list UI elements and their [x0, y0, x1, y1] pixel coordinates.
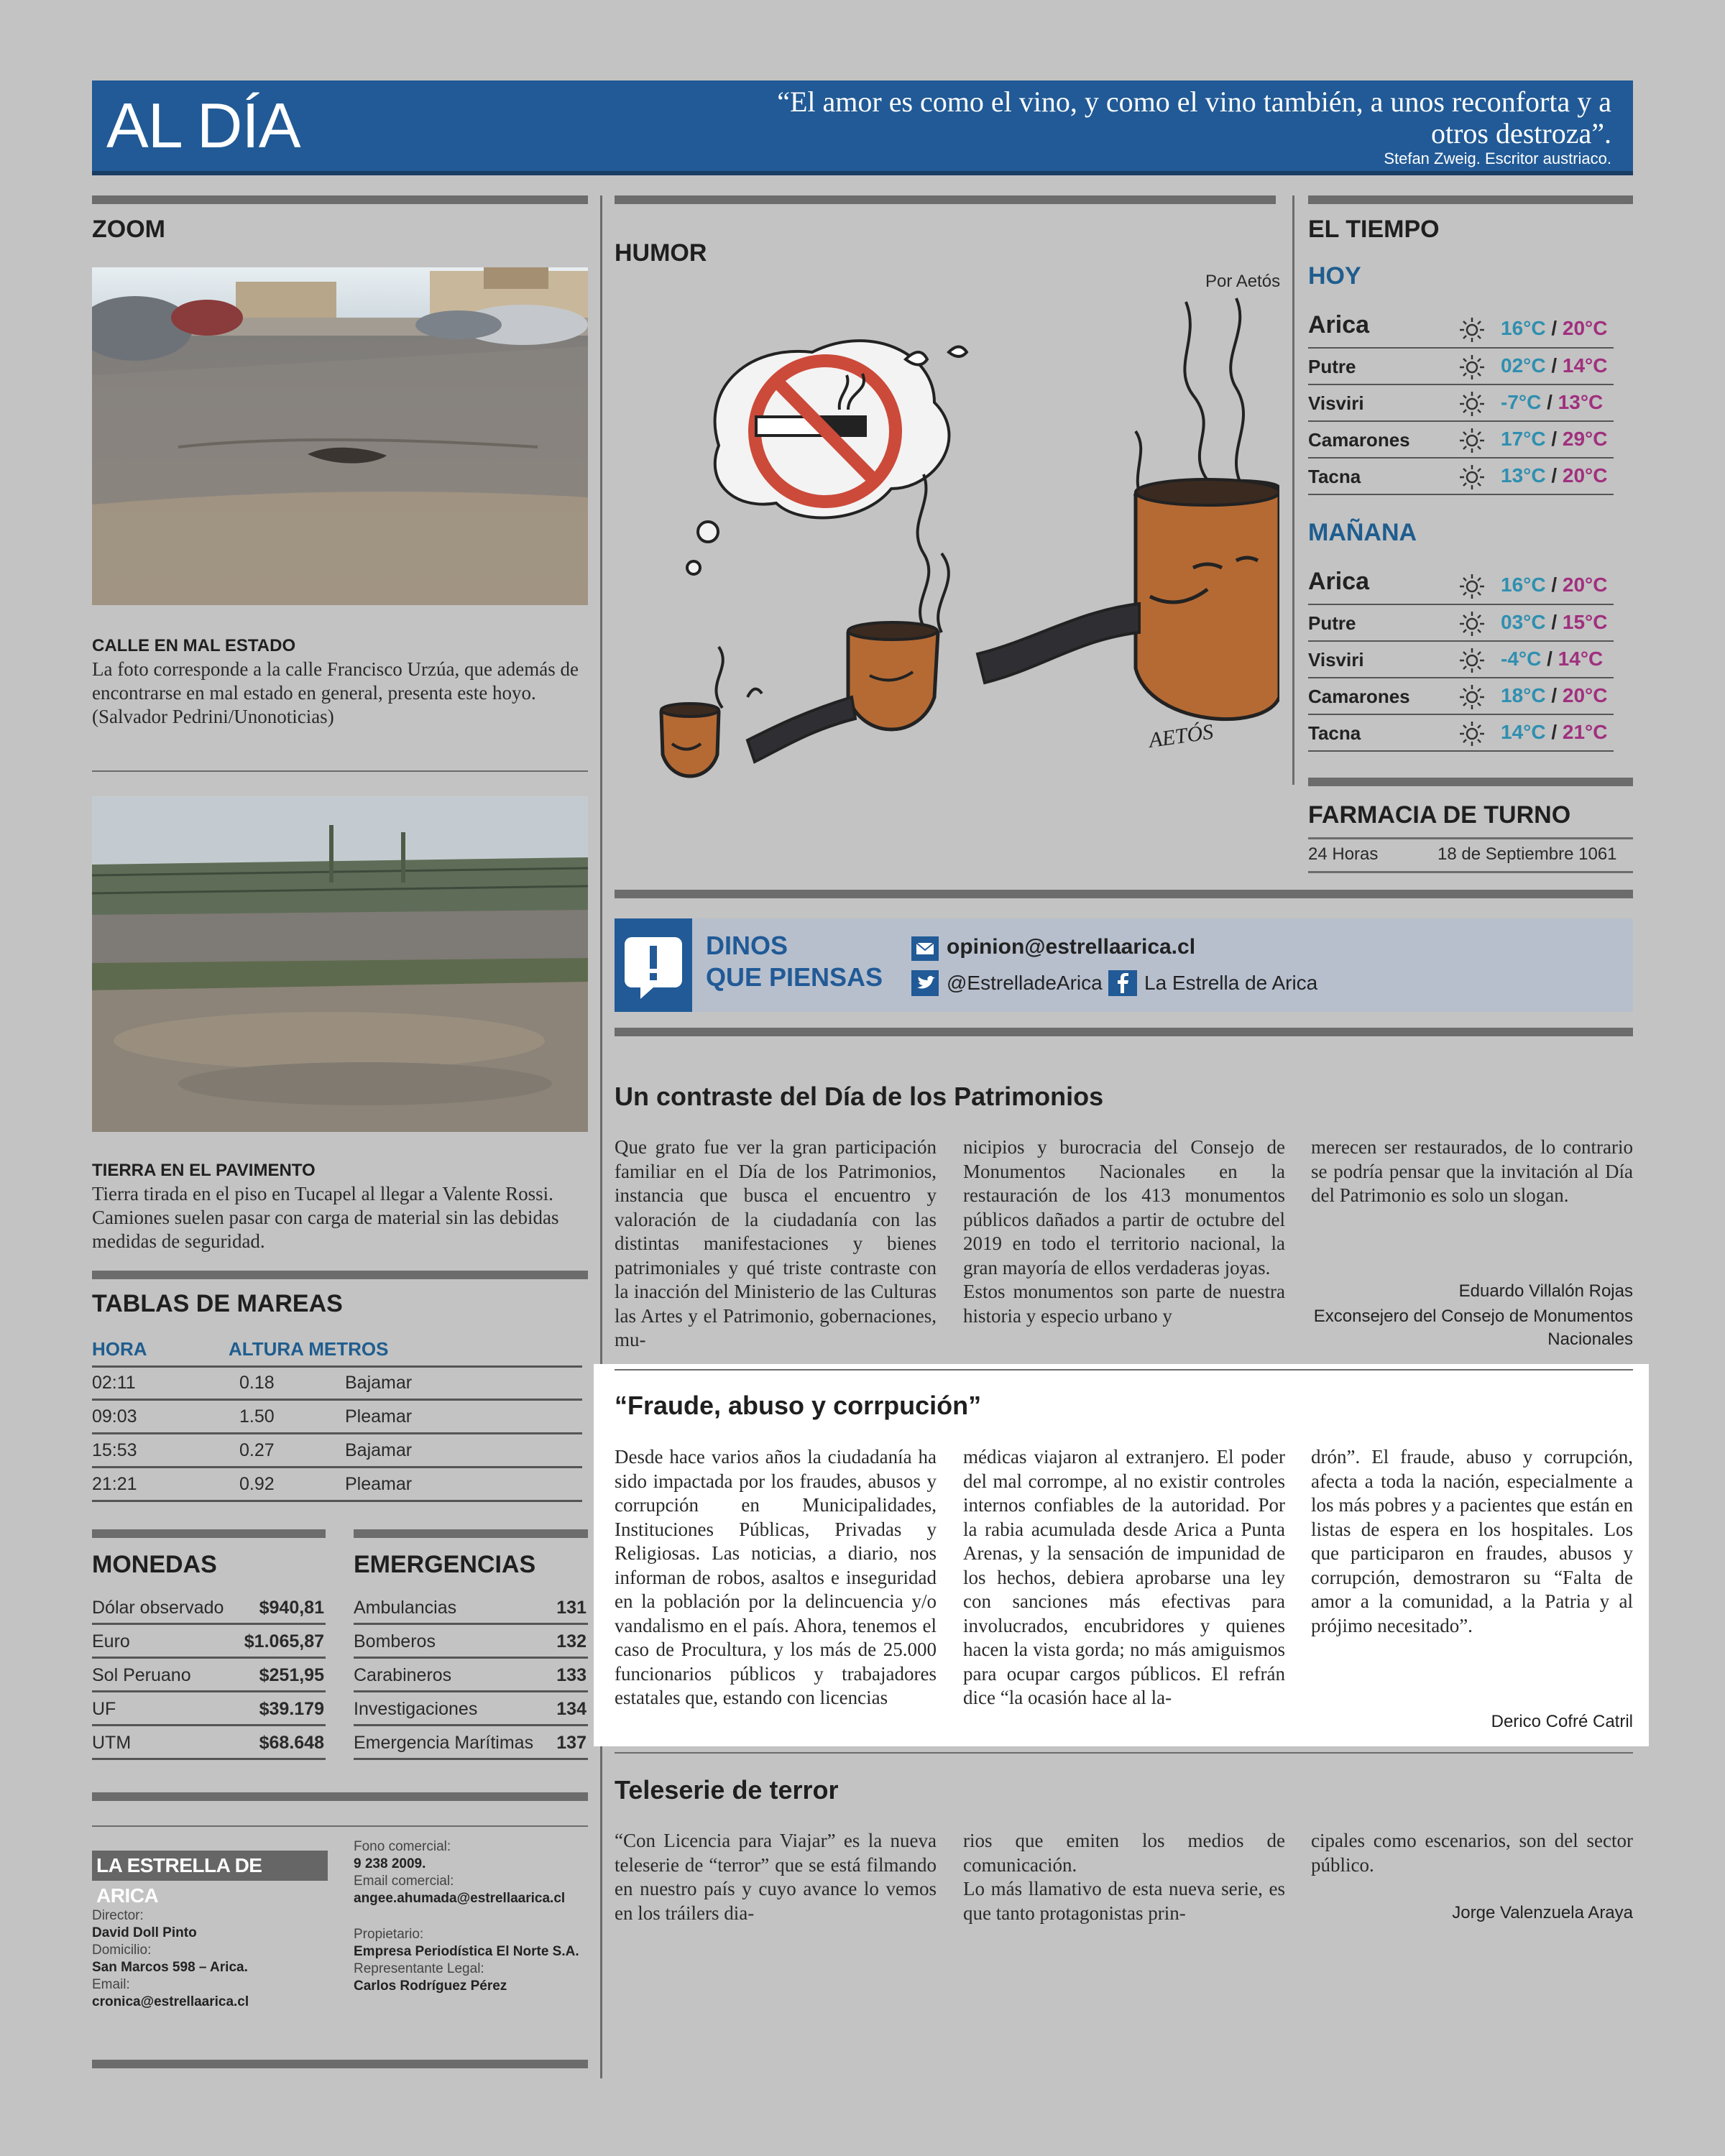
- sun-icon: [1458, 683, 1486, 711]
- section-title: AL DÍA: [106, 90, 300, 161]
- opinion-email-link[interactable]: opinion@estrellaarica.cl: [947, 935, 1196, 959]
- currency-row: Dólar observado $940,81: [92, 1591, 326, 1625]
- letter2-col3: drón”. El fraude, abuso y corrupción, afecta a toda la nación, especialmente a los más pobres y a pacientes que están en listas de espera en los hospitales. Los que participaron en fraudes, abusos y corrupción, demostraron su “Falta de amor a la comunidad, a la Patria y al prójimo necesitado”.: [1311, 1446, 1633, 1636]
- owner-label: Propietario:: [354, 1927, 424, 1942]
- rule: [615, 195, 1276, 204]
- rule: [92, 1792, 588, 1801]
- tide-row: 02:11 0.18 Bajamar: [92, 1367, 582, 1401]
- letter1-col3: merecen ser restaurados, de lo contrario se podría pensar que la invitación al Día del Patrimonio es solo un slogan.: [1311, 1136, 1633, 1206]
- currencies-heading: MONEDAS: [92, 1551, 217, 1578]
- letter2-col2: médicas viajaron al extranjero. El poder del mal corrompe, al no existir controles internos confiables de la autoridad. Por la rabia acumulada desde Arica a Punta Arenas, y la sensación de impunidad de los hechos, debiera aprobarse una ley con sanciones más efectivas para involucrados, encubridores y quienes hacen la vista gorda; no más amiguismos para ocupar cargos públicos. El refrán dice “la ocasión hace al la-: [963, 1446, 1285, 1708]
- humor-heading: HUMOR: [615, 239, 707, 267]
- street-pothole-photo: [92, 267, 588, 605]
- rule: [92, 770, 588, 772]
- sun-icon: [1458, 463, 1486, 492]
- emergency-row: Investigaciones 134: [354, 1692, 588, 1726]
- sun-icon: [1458, 609, 1486, 638]
- weather-today-label: HOY: [1308, 262, 1361, 290]
- weather-city: Camarones: [1308, 429, 1410, 451]
- twitter-handle-link[interactable]: @EstrelladeArica: [947, 972, 1103, 994]
- weather-city: Arica: [1308, 311, 1370, 338]
- legal-rep: Carlos Rodríguez Pérez: [354, 1978, 507, 1994]
- letter1-col2a: nicipios y burocracia del Consejo de Monumentos Nacionales en la restauración de los 413 monumentos públicos dañados a partir de octubre del 2019 en todo el territorio nacional, la gran mayoría de ellos verdaderas joyas.: [963, 1136, 1285, 1279]
- humor-cartoon: [632, 295, 1279, 798]
- email-link[interactable]: cronica@estrellaarica.cl: [92, 1994, 249, 2009]
- director-name: David Doll Pinto: [92, 1925, 197, 1940]
- sun-icon: [1458, 646, 1486, 675]
- legal-label: Representante Legal:: [354, 1961, 484, 1976]
- letter1-col2b: Estos monumentos son parte de nuestra historia y especio urbano y: [963, 1281, 1285, 1327]
- tide-row: 09:03 1.50 Pleamar: [92, 1401, 582, 1434]
- rule: [615, 890, 1633, 898]
- weather-temps: 14°C / 21°C: [1501, 721, 1608, 743]
- letter3-author: Jorge Valenzuela Araya: [1452, 1903, 1633, 1922]
- weather-temps: 16°C / 20°C: [1501, 573, 1608, 596]
- weather-row: [1308, 605, 1614, 642]
- address: San Marcos 598 – Arica.: [92, 1960, 248, 1975]
- rule: [615, 1752, 1633, 1754]
- letter2-col1: Desde hace varios años la ciudadanía ha sido impactada por los fraudes, abusos y corrupción en Municipalidades, Instituciones Públicas, Privadas y Religiosas. Las noticias, a diario, nos informan de robos, asaltos e inseguridad en la población por la delincuencia y/o vandalismo en el país. Ahora, tenemos el caso de Procultura, y los más de 25.000 funcionarios públicos y trabajadores estatales que, estando con licencias: [615, 1446, 937, 1708]
- director-label: Director:: [92, 1908, 144, 1923]
- email-icon: [911, 936, 939, 961]
- rule: [1308, 778, 1633, 786]
- rule: [92, 2060, 588, 2068]
- photo1-caption: La foto corresponde a la calle Francisco Urzúa, que además de encontrarse en mal estado en general, presenta este hoyo. (Salvador Pedrini/Unonoticias): [92, 658, 579, 727]
- letter3-col2a: rios que emiten los medios de comunicación.: [963, 1830, 1285, 1876]
- column-divider: [1292, 195, 1294, 785]
- weather-city: Putre: [1308, 612, 1356, 634]
- letter2-author: Derico Cofré Catril: [1491, 1712, 1633, 1731]
- currency-row: Euro $1.065,87: [92, 1625, 326, 1659]
- weather-city: Tacna: [1308, 466, 1361, 487]
- weather-row: [1308, 459, 1614, 495]
- emergencies-heading: EMERGENCIAS: [354, 1551, 536, 1578]
- tides-heading: TABLAS DE MAREAS: [92, 1290, 343, 1317]
- section-banner: [92, 80, 1633, 175]
- weather-row: [1308, 678, 1614, 715]
- cartoonist-signature: AETÓS: [1147, 719, 1215, 752]
- currency-row: Sol Peruano $251,95: [92, 1659, 326, 1692]
- email-label: Email:: [92, 1977, 130, 1992]
- opinion-title-1: DINOS: [706, 931, 788, 960]
- newspaper-logo: LA ESTRELLA DE ARICA: [92, 1851, 328, 1881]
- sun-icon: [1458, 390, 1486, 418]
- weather-temps: 02°C / 14°C: [1501, 354, 1608, 377]
- rule: [615, 1028, 1633, 1036]
- pharmacy-address: 18 de Septiembre 1061: [1438, 844, 1617, 864]
- owner: Empresa Periodística El Norte S.A.: [354, 1944, 579, 1959]
- weather-row: [1308, 562, 1614, 605]
- rule: [354, 1529, 588, 1538]
- weather-row: [1308, 385, 1614, 422]
- rule: [1308, 195, 1633, 204]
- zoom-heading: ZOOM: [92, 216, 165, 243]
- facebook-icon: [1108, 970, 1137, 996]
- emergency-row: Emergencia Marítimas 137: [354, 1726, 588, 1760]
- sun-icon: [1458, 572, 1486, 601]
- weather-temps: 03°C / 15°C: [1501, 611, 1608, 633]
- photo1-title: CALLE EN MAL ESTADO: [92, 636, 296, 655]
- emergency-row: Ambulancias 131: [354, 1591, 588, 1625]
- opinion-box: [615, 918, 1633, 1012]
- rule: [1308, 837, 1633, 839]
- phone-label: Fono comercial:: [354, 1839, 451, 1854]
- tide-row: 15:53 0.27 Bajamar: [92, 1434, 582, 1468]
- rule: [1308, 871, 1633, 873]
- commercial-email-label: Email comercial:: [354, 1874, 454, 1889]
- column-divider: [600, 195, 602, 2078]
- sun-icon: [1458, 315, 1486, 344]
- weather-tomorrow-label: MAÑANA: [1308, 519, 1417, 546]
- letter1-title: Un contraste del Día de los Patrimonios: [615, 1082, 1104, 1111]
- banner-quote-author: Stefan Zweig. Escritor austriaco.: [1384, 149, 1611, 167]
- rule: [92, 1529, 326, 1538]
- photo2-title: TIERRA EN EL PAVIMENTO: [92, 1161, 316, 1180]
- emergency-row: Carabineros 133: [354, 1659, 588, 1692]
- letter1-col2: [963, 1135, 1285, 1328]
- currency-row: UF $39.179: [92, 1692, 326, 1726]
- weather-heading: EL TIEMPO: [1308, 216, 1440, 243]
- letter1-author: Eduardo Villalón Rojas: [1458, 1281, 1633, 1301]
- letter1-author-role: Exconsejero del Consejo de Monumentos Nacionales: [1313, 1307, 1633, 1349]
- sun-icon: [1458, 353, 1486, 382]
- weather-row: [1308, 349, 1614, 385]
- speech-bubble-icon: [615, 918, 692, 1012]
- weather-row: [1308, 715, 1614, 752]
- weather-city: Visviri: [1308, 649, 1364, 671]
- address-label: Domicilio:: [92, 1943, 152, 1958]
- letter3-col1: “Con Licencia para Viajar” es la nueva teleserie de “terror” que se está filmando en nuestro país y cuyo avance lo vemos en los tráilers dia-: [615, 1830, 937, 1924]
- tides-col-hour: HORA: [92, 1338, 147, 1360]
- weather-temps: 13°C / 20°C: [1501, 464, 1608, 487]
- weather-temps: -7°C / 13°C: [1501, 391, 1604, 413]
- tide-row: 21:21 0.92 Pleamar: [92, 1468, 582, 1502]
- weather-city: Camarones: [1308, 686, 1410, 707]
- letter1-col1: Que grato fue ver la gran participación familiar en el Día de los Patrimonios, instancia que busca el encuentro y valoración de la ciudadanía con las distintas manifestaciones y bienes patrimoniales y qué triste contraste con la inacción del Ministerio de las Culturas las Artes y el Patrimonio, gobernaciones, mu-: [615, 1136, 937, 1350]
- rule: [92, 1825, 588, 1827]
- facebook-page-link[interactable]: La Estrella de Arica: [1144, 972, 1318, 994]
- sun-icon: [1458, 426, 1486, 455]
- emergency-row: Bomberos 132: [354, 1625, 588, 1659]
- opinion-title-2: QUE PIENSAS: [706, 962, 883, 992]
- weather-row: [1308, 305, 1614, 349]
- weather-city: Arica: [1308, 568, 1370, 595]
- commercial-email-link[interactable]: angee.ahumada@estrellaarica.cl: [354, 1891, 566, 1906]
- sun-icon: [1458, 719, 1486, 748]
- letter3-col3: cipales como escenarios, son del sector público.: [1311, 1830, 1633, 1876]
- twitter-icon: [911, 970, 939, 996]
- pharmacy-heading: FARMACIA DE TURNO: [1308, 801, 1571, 829]
- letter3-col2b: Lo más llamativo de esta nueva serie, es que tanto protagonistas prin-: [963, 1878, 1285, 1924]
- weather-row: [1308, 422, 1614, 459]
- weather-city: Putre: [1308, 356, 1356, 377]
- rule: [92, 1271, 588, 1279]
- dirt-pavement-photo: [92, 796, 588, 1132]
- weather-temps: -4°C / 14°C: [1501, 648, 1604, 670]
- weather-city: Tacna: [1308, 722, 1361, 744]
- weather-temps: 18°C / 20°C: [1501, 684, 1608, 706]
- weather-temps: 17°C / 29°C: [1501, 428, 1608, 450]
- rule: [92, 195, 588, 204]
- photo2-caption: Tierra tirada en el piso en Tucapel al llegar a Valente Rossi. Camiones suelen pasar con carga de material sin las debidas medidas de seguridad.: [92, 1183, 559, 1252]
- weather-city: Visviri: [1308, 392, 1364, 414]
- banner-quote: “El amor es como el vino, y como el vino también, a unos reconforta y a otros destroza”.: [777, 86, 1611, 149]
- weather-temps: 16°C / 20°C: [1501, 317, 1608, 339]
- rule: [615, 1369, 1633, 1370]
- letter2-title: “Fraude, abuso y corrpución”: [615, 1391, 982, 1420]
- weather-row: [1308, 642, 1614, 678]
- letter3-title: Teleserie de terror: [615, 1775, 839, 1805]
- opinion-badge: [615, 918, 692, 1012]
- pharmacy-hours: 24 Horas: [1308, 844, 1379, 864]
- phone: 9 238 2009.: [354, 1856, 426, 1871]
- currency-row: UTM $68.648: [92, 1726, 326, 1760]
- cartoon-credit: Por Aetós: [1205, 272, 1281, 291]
- letter3-col2: [963, 1829, 1285, 1925]
- tides-col-height: ALTURA METROS: [229, 1338, 389, 1360]
